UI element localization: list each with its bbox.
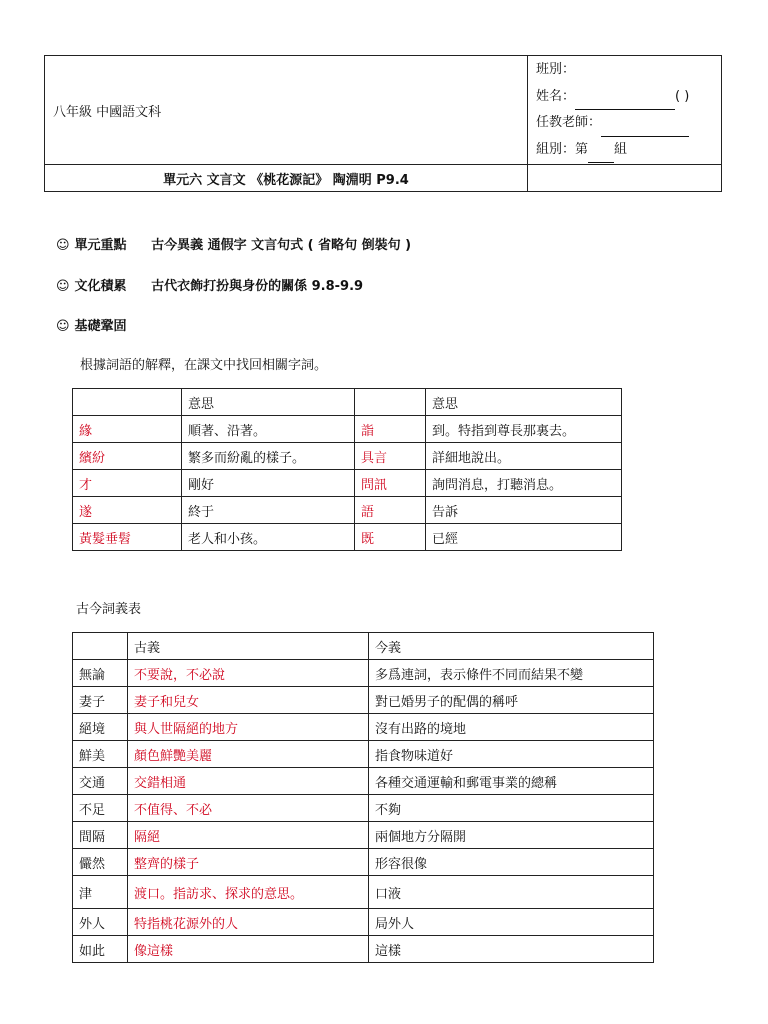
word-cell: 無論 bbox=[73, 660, 128, 687]
header-cell bbox=[355, 389, 426, 416]
ancient-meaning-cell: 特指桃花源外的人 bbox=[128, 909, 369, 936]
ancient-meaning-cell: 妻子和兒女 bbox=[128, 687, 369, 714]
word-cell: 交通 bbox=[73, 768, 128, 795]
unit-title: 單元六 文言文 《桃花源記》 陶淵明 P9.4 bbox=[45, 165, 528, 192]
answer-cell: 問訊 bbox=[355, 470, 426, 497]
section-basics bbox=[56, 315, 147, 334]
section-label: 基礎鞏固 bbox=[74, 319, 127, 334]
modern-meaning-cell: 多爲連詞，表示條件不同而結果不變 bbox=[369, 660, 654, 687]
number-paren: ( ) bbox=[675, 88, 690, 104]
group-field bbox=[536, 137, 715, 164]
ancient-meaning-cell: 不值得、不必 bbox=[128, 795, 369, 822]
table-row bbox=[73, 849, 654, 876]
class-label: 班別： bbox=[536, 62, 576, 77]
table-row bbox=[73, 909, 654, 936]
word-cell: 妻子 bbox=[73, 687, 128, 714]
word-cell: 儼然 bbox=[73, 849, 128, 876]
ancient-meaning-cell: 顏色鮮艷美麗 bbox=[128, 741, 369, 768]
answer-cell: 詣 bbox=[355, 416, 426, 443]
subject-title: 八年級 中國語文科 bbox=[45, 56, 528, 165]
header-cell: 古義 bbox=[128, 633, 369, 660]
header-cell bbox=[73, 389, 182, 416]
modern-meaning-cell: 指食物味道好 bbox=[369, 741, 654, 768]
section-label: 單元重點 bbox=[74, 238, 127, 253]
class-field bbox=[536, 57, 715, 84]
table-header-row bbox=[73, 389, 622, 416]
table-row bbox=[73, 524, 622, 551]
modern-meaning-cell: 這樣 bbox=[369, 936, 654, 963]
answer-cell: 黃髮垂髫 bbox=[73, 524, 182, 551]
section-text: 古代衣飾打扮與身份的關係 9.8-9.9 bbox=[151, 279, 364, 294]
modern-meaning-cell: 不夠 bbox=[369, 795, 654, 822]
header-cell: 意思 bbox=[182, 389, 355, 416]
section-text: 古今異義 通假字 文言句式 ( 省略句 倒裝句 ) bbox=[151, 238, 412, 253]
meaning-cell: 詳細地說出。 bbox=[426, 443, 622, 470]
meaning-cell: 詢問消息，打聽消息。 bbox=[426, 470, 622, 497]
modern-meaning-cell: 兩個地方分隔開 bbox=[369, 822, 654, 849]
ancient-meaning-cell: 整齊的樣子 bbox=[128, 849, 369, 876]
modern-meaning-cell: 形容很像 bbox=[369, 849, 654, 876]
section-culture bbox=[56, 275, 363, 294]
table-row bbox=[73, 443, 622, 470]
word-cell: 如此 bbox=[73, 936, 128, 963]
meaning-cell: 告訴 bbox=[426, 497, 622, 524]
table-row bbox=[73, 416, 622, 443]
answer-cell: 具言 bbox=[355, 443, 426, 470]
table-header-row bbox=[73, 633, 654, 660]
word-cell: 絕境 bbox=[73, 714, 128, 741]
section-unit-focus bbox=[56, 234, 411, 253]
table-row bbox=[73, 795, 654, 822]
modern-meaning-cell: 沒有出路的境地 bbox=[369, 714, 654, 741]
meaning-cell: 順著、沿著。 bbox=[182, 416, 355, 443]
table-row bbox=[73, 768, 654, 795]
table-row bbox=[73, 741, 654, 768]
header-cell: 今義 bbox=[369, 633, 654, 660]
answer-cell: 緣 bbox=[73, 416, 182, 443]
modern-meaning-cell: 口液 bbox=[369, 876, 654, 909]
table-row bbox=[73, 687, 654, 714]
answer-cell: 繽紛 bbox=[73, 443, 182, 470]
name-field bbox=[536, 84, 715, 111]
vocab-table bbox=[72, 388, 622, 551]
word-cell: 津 bbox=[73, 876, 128, 909]
answer-cell: 遂 bbox=[73, 497, 182, 524]
meaning-table bbox=[72, 632, 654, 963]
meaning-cell: 老人和小孩。 bbox=[182, 524, 355, 551]
word-cell: 間隔 bbox=[73, 822, 128, 849]
student-info bbox=[528, 56, 722, 165]
table-row bbox=[73, 497, 622, 524]
group-suffix: 組 bbox=[614, 141, 628, 157]
header-cell: 意思 bbox=[426, 389, 622, 416]
answer-cell: 既 bbox=[355, 524, 426, 551]
modern-meaning-cell: 局外人 bbox=[369, 909, 654, 936]
modern-meaning-cell: 各種交通運輸和郵電事業的總稱 bbox=[369, 768, 654, 795]
smiley-icon: ☺ bbox=[56, 238, 70, 253]
group-blank[interactable] bbox=[588, 146, 614, 163]
meaning-cell: 已經 bbox=[426, 524, 622, 551]
table-row bbox=[73, 470, 622, 497]
word-cell: 不足 bbox=[73, 795, 128, 822]
word-cell: 鮮美 bbox=[73, 741, 128, 768]
answer-cell: 語 bbox=[355, 497, 426, 524]
answer-cell: 才 bbox=[73, 470, 182, 497]
name-label: 姓名： bbox=[536, 88, 576, 104]
meaning-cell: 剛好 bbox=[182, 470, 355, 497]
ancient-meaning-cell: 交錯相通 bbox=[128, 768, 369, 795]
table-row bbox=[73, 822, 654, 849]
group-label: 組別：第 bbox=[536, 141, 589, 157]
instruction-text: 根據詞語的解釋，在課文中找回相關字詞。 bbox=[80, 358, 328, 373]
teacher-label: 任教老師： bbox=[536, 115, 602, 130]
meaning-cell: 繁多而紛亂的樣子。 bbox=[182, 443, 355, 470]
word-cell: 外人 bbox=[73, 909, 128, 936]
meaning-cell: 到。特指到尊長那裏去。 bbox=[426, 416, 622, 443]
header-cell bbox=[73, 633, 128, 660]
unit-empty-cell bbox=[528, 165, 722, 192]
table-row bbox=[73, 714, 654, 741]
teacher-blank[interactable] bbox=[601, 120, 689, 137]
modern-meaning-cell: 對已婚男子的配偶的稱呼 bbox=[369, 687, 654, 714]
teacher-field bbox=[536, 110, 715, 137]
meaning-cell: 終于 bbox=[182, 497, 355, 524]
ancient-meaning-cell: 與人世隔絕的地方 bbox=[128, 714, 369, 741]
ancient-meaning-cell: 像這樣 bbox=[128, 936, 369, 963]
table-row bbox=[73, 660, 654, 687]
name-blank[interactable] bbox=[575, 93, 675, 110]
table-row bbox=[73, 876, 654, 909]
ancient-meaning-cell: 隔絕 bbox=[128, 822, 369, 849]
ancient-meaning-cell: 不要說，不必說 bbox=[128, 660, 369, 687]
header-table bbox=[44, 55, 722, 192]
section-label: 文化積累 bbox=[74, 279, 127, 294]
meaning-table-title: 古今詞義表 bbox=[76, 602, 142, 617]
ancient-meaning-cell: 渡口。指訪求、探求的意思。 bbox=[128, 876, 369, 909]
smiley-icon: ☺ bbox=[56, 319, 70, 334]
table-row bbox=[73, 936, 654, 963]
smiley-icon: ☺ bbox=[56, 279, 70, 294]
